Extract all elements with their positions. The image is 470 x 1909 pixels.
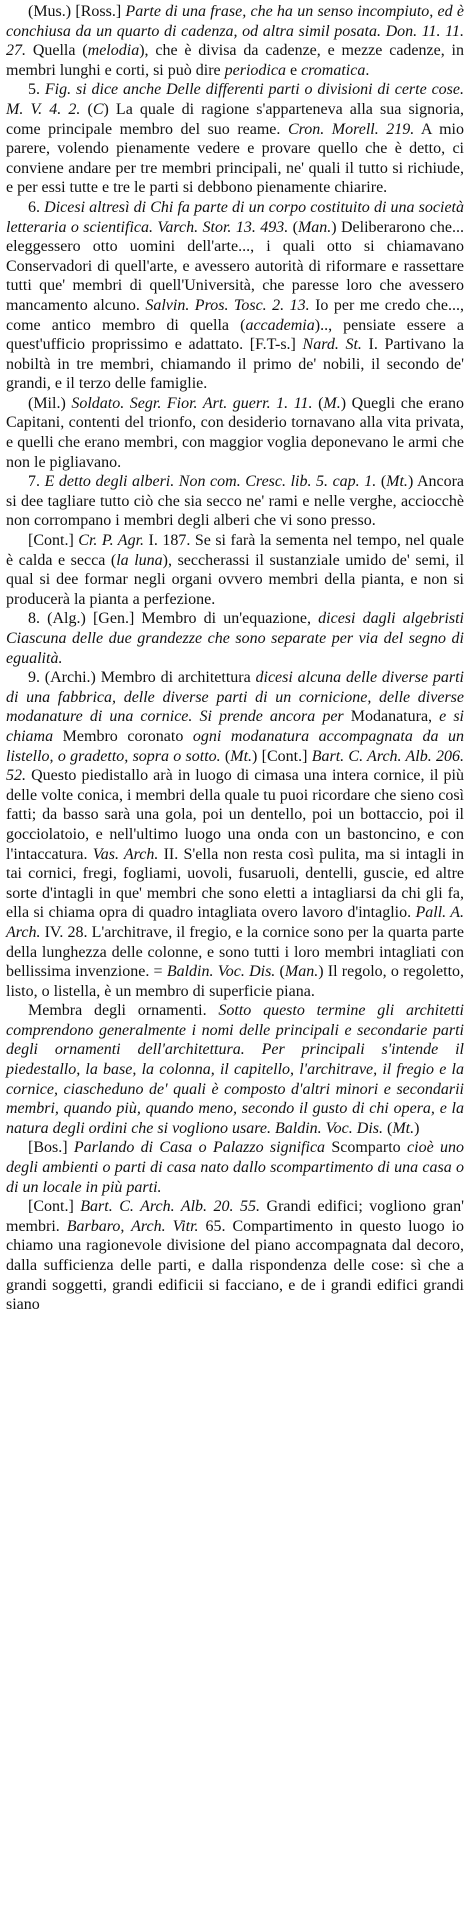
- italic-text-run: C: [92, 100, 104, 118]
- text-run: Grandi edifici; vogliono gran' membri.: [6, 1198, 464, 1235]
- text-run: 5.: [28, 81, 45, 99]
- entry-paragraph: [6, 1138, 464, 1197]
- text-run: 9. (Archi.) Membro di architettura: [28, 669, 256, 687]
- italic-text-run: periodica: [224, 61, 286, 79]
- text-run: ) Il regolo, o regoletto, listo, o listella, è un membro di superficie piana.: [6, 963, 465, 1000]
- entry-paragraph: [6, 531, 464, 609]
- italic-text-run: Man.: [297, 218, 332, 236]
- text-run: ), che è divisa da cadenze, e mezze cadenze, in membri lunghi e corti, si può dire: [6, 42, 464, 79]
- text-run: (: [220, 747, 231, 765]
- entry-paragraph: [6, 1197, 464, 1315]
- italic-text-run: Soldato. Segr. Fior. Art. guerr. 1. 11.: [71, 394, 313, 412]
- italic-text-run: Cr. P. Agr.: [78, 532, 145, 550]
- italic-text-run: Parte di una frase, che ha un senso incompiuto, ed è conchiusa da un quarto di cadenza, od altra simil posata. Don. 11. 11. 27.: [6, 3, 464, 60]
- italic-text-run: Baldin. Voc. Dis.: [166, 963, 276, 981]
- italic-text-run: Dicesi altresì di Chi fa parte di un corpo costituito di una società letteraria o scientifica. Varch. Stor. 13. 493.: [6, 198, 465, 236]
- text-run: [Cont.]: [28, 532, 79, 550]
- entry-paragraph: [6, 472, 464, 531]
- italic-text-run: Mt.: [230, 747, 253, 765]
- italic-text-run: ogni modanatura accompagnata da un listello, o gradetto, sopra o sotto.: [6, 727, 464, 765]
- text-run: (: [80, 100, 93, 118]
- italic-text-run: Parlando di Casa o Palazzo significa: [73, 1139, 326, 1157]
- entry-paragraph: [6, 80, 464, 198]
- text-run: A mio parere, volendo pienamente vedere e provare quello che è detto, ci conviene andare per tre membri principali, ne' quali il tutto si richiude, e per essi tutte e tre le parti si debbono pienamente chiarire.: [6, 120, 464, 197]
- italic-text-run: Man.: [284, 963, 319, 981]
- italic-text-run: Barbaro, Arch. Vitr.: [66, 1217, 199, 1235]
- italic-text-run: cioè uno degli ambienti o parti di casa nato dallo scompartimento di una casa o di un locale in più parti.: [6, 1139, 464, 1196]
- text-run: Scomparto: [325, 1139, 408, 1157]
- italic-text-run: cromatica: [301, 61, 366, 79]
- entry-paragraph: [6, 668, 464, 1001]
- italic-text-run: accademia: [245, 316, 315, 334]
- italic-text-run: Cron. Morell. 219.: [287, 120, 415, 138]
- text-run: ) Ancora si dee tagliare tutto ciò che sia secco ne' rami e nelle verghe, acciocchè non corrompano i membri degli alberi che vi sono presso.: [6, 473, 465, 530]
- text-run: (: [383, 1119, 393, 1137]
- italic-text-run: la luna: [116, 551, 163, 569]
- text-run: ) Quegli che erano Capitani, contenti del trionfo, con desiderio tornavano alla vita privata, e quelli che erano membri, con maggior voglia deponevano le armi che non le pigliavano.: [6, 394, 465, 471]
- italic-text-run: e si chiama: [6, 708, 464, 745]
- italic-text-run: Fig. si dice anche Delle differenti parti o divisioni di certe cose. M. V. 4. 2.: [6, 81, 465, 118]
- italic-text-run: Mt.: [386, 473, 408, 491]
- italic-text-run: E detto degli alberi. Non com. Cresc. lib. 5. cap. 1.: [44, 473, 377, 491]
- text-run: (: [288, 218, 298, 236]
- text-run: 8. (Alg.) [Gen.] Membro di un'equazione,: [28, 610, 319, 628]
- text-run: I. 187. Se si farà la sementa nel tempo, nel quale è calda e secca (: [6, 532, 464, 569]
- italic-text-run: melodia: [87, 42, 140, 60]
- italic-text-run: dicesi dagli algebristi Ciascuna delle due grandezze che sono separate per via del segno di egualità.: [6, 610, 465, 667]
- entry-paragraph: [6, 394, 464, 472]
- text-run: (Mus.) [Ross.]: [28, 3, 126, 20]
- italic-text-run: Vas. Arch.: [92, 845, 159, 863]
- text-run: Membro coronato: [53, 727, 193, 745]
- italic-text-run: Pall. A. Arch.: [6, 904, 464, 941]
- italic-text-run: dicesi alcuna delle diverse parti di una fabbrica, delle diverse parti di un cornicione, delle diverse modanature di una cornice. Si prende ancora per: [6, 669, 464, 726]
- text-run: (: [376, 473, 387, 491]
- text-run: ) [Cont.]: [252, 747, 312, 765]
- text-run: .: [365, 61, 370, 79]
- entry-paragraph: [6, 198, 464, 394]
- entry-paragraph: [6, 609, 464, 668]
- text-run: [Bos.]: [28, 1139, 74, 1157]
- text-run: IV. 28. L'architrave, il fregio, e la cornice sono per la quarta parte della lunghezza delle colonne, e sono tutti i loro membri intagliati con bellissima invenzione. =: [6, 923, 464, 981]
- italic-text-run: Nard. St.: [302, 336, 362, 354]
- text-run: 6.: [28, 198, 45, 216]
- entry-paragraph: [6, 1001, 464, 1138]
- text-run: Io per me credo che..., come antico membro di quella (: [6, 296, 464, 334]
- text-run: I. Partivano la nobiltà in tre membri, chiamando il primo de' nobili, il secondo de' grandi, e il terzo delle famiglie.: [6, 336, 465, 393]
- text-run: ) La quale di ragione s'apparteneva alla sua signoria, come principale membro del suo reame.: [6, 100, 464, 138]
- text-run: e: [285, 61, 302, 79]
- text-run: 7.: [28, 473, 45, 491]
- italic-text-run: Salvin. Pros. Tosc. 2. 13.: [145, 296, 310, 314]
- entry-paragraph: [6, 2, 464, 80]
- text-run: ): [414, 1119, 420, 1137]
- text-run: (: [275, 963, 285, 981]
- text-run: ), seccherassi il sustanziale umido de' semi, il qual si dee formar negli organi ovvero membri della pianta, e non si producerà la pianta a perfezione.: [6, 551, 465, 608]
- italic-text-run: Bart. C. Arch. Alb. 20. 55.: [80, 1198, 261, 1216]
- italic-text-run: Sotto questo termine gli architetti comprendono generalmente i nomi delle principali e secondarie parti degli ornamenti dell'architettura. Per principali s'intende il piedestallo, la base, la colonna, il capitello, l'architrave, il fregio e la cornice, ciascheduno de' quali è composto d'altri minori e secondarii membri, quando più, quando meno, secondo il gusto di chi opera, e la natura degli ordini che si vogliono usare. Baldin. Voc. Dis.: [6, 1002, 465, 1137]
- text-run: Quella (: [26, 42, 88, 60]
- italic-text-run: Bart. C. Arch. Alb. 206. 52.: [6, 747, 465, 785]
- text-run: ).., pensiate essere a quest'ufficio proprissimo e adattato. [F.T-s.]: [6, 316, 464, 354]
- text-run: (Mil.): [28, 394, 72, 412]
- text-run: (: [312, 394, 324, 412]
- text-run: [Cont.]: [28, 1198, 81, 1216]
- italic-text-run: M.: [323, 394, 341, 412]
- text-run: II. S'ella non resta così pulita, ma si intagli in tai cornici, fregi, fogliami, uovoli, fusaruoli, dentelli, guscie, ed altre sorte d'intagli in que' membri che sono eletti a intagliarsi da chi gli fa, ella si chiama opra di quadro intagliata overo lavoro d'intaglio.: [6, 845, 465, 922]
- text-run: ) Deliberarono che... eleggessero otto uomini dell'arte..., i quali otto si chiamavano Conservadori di quell'arte, e avessero autorità di riformare e rassettare tutti que' membri di quell'Università, che paresse loro che avessero mancamento alcuno.: [6, 218, 465, 314]
- text-run: 65. Compartimento in questo luogo io chiamo una ragionevole divisione del piano accompagnata dal decoro, dalla sufficienza delle parti, e dalla rispondenza delle cose: sì che a grandi soggetti, grandi edificii si facciano, e de i grandi edifici grandi siano: [6, 1217, 465, 1314]
- italic-text-run: Mt.: [392, 1119, 415, 1137]
- text-run: Modanatura,: [343, 708, 440, 726]
- text-run: Membra degli ornamenti.: [28, 1002, 219, 1020]
- text-run: Questo piedistallo arà in luogo di cimasa una intera cornice, il più delle volte conica, i membri della quale tu puoi ricordare che sieno così fatti; da basso sarà una gola, poi un dentello, poi un bottaccio, poi il gocciolatoio, e nell'ultimo luogo una onda con un bastoncino, e con l'intaccatura.: [6, 767, 464, 863]
